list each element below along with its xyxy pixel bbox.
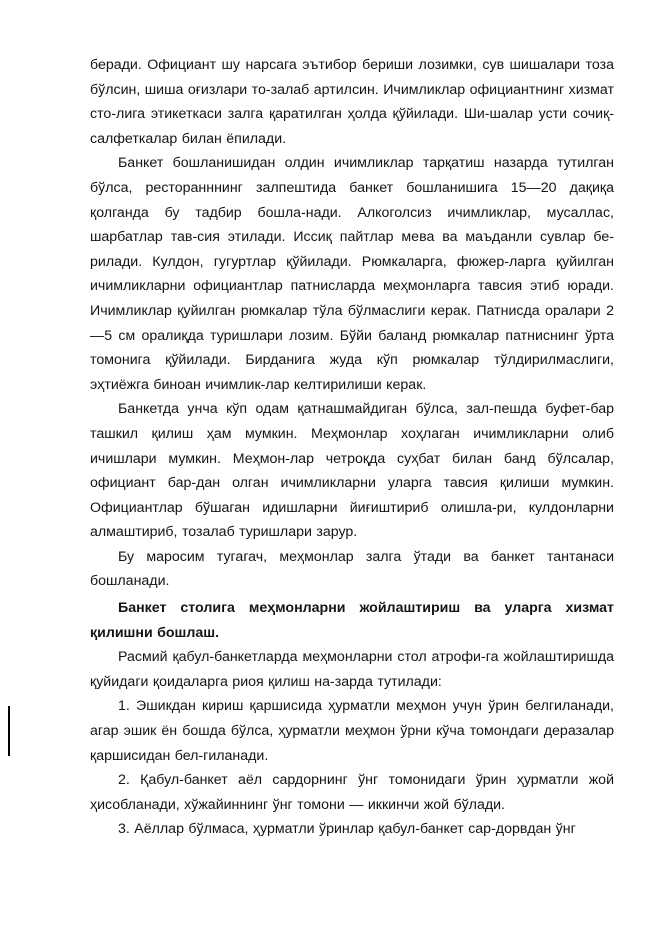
section-heading-seating: Банкет столига меҳмонларни жойлаштириш ва уларга хизмат қилишни бошлаш. xyxy=(90,600,614,641)
margin-rule-line xyxy=(8,706,10,756)
paragraph-buffet-bar: Банкетда унча кўп одам қатнашмайдиган бўлса, зал-пешда буфет-бар ташкил қилиш ҳам мумкин. Меҳмонлар хоҳлаган ичимликларни олиб ичишлари мумкин. Меҳмон-лар четроқда суҳбат билан банд бўлсалар, официант бар-дан олган ичимликларни уларга тавсия қилиши мумкин. Официантлар бўшаган идишларни йиғиштириб олишла-ри, кулдонларни алмаштириб, тозалаб туришлари зарур. xyxy=(90,401,614,541)
list-item-rule-2: 2. Қабул-банкет аёл сардорнинг ўнг томонидаги ўрин ҳурматли жой ҳисобланади, хўжайиннинг ўнг томони — иккинчи жой бўлади. xyxy=(90,772,614,813)
list-item-rule-3: 3. Аёллар бўлмаса, ҳурматли ўринлар қабул-банкет сар-дорвдан ўнг xyxy=(118,821,576,838)
paragraph-serving-drinks: беради. Официант шу нарсага эътибор бериши лозимки, сув шишалари тоза бўлсин, шиша оғизлари то-залаб артилсин. Ичимликлар официантнинг хизмат сто-лига этикеткаси залга қаратилган ҳолда қўйилади. Ши-шалар усти сочиқ-салфеткалар билан ёпилади. xyxy=(90,57,614,147)
paragraph-drinks-before-banquet: Банкет бошланишидан олдин ичимликлар тарқатиш назарда тутилган бўлса, ресторанннинг залпештида банкет бошланишига 15—20 дақиқа қолганда бу тадбир бошла-нади. Алкоголсиз ичимликлар, мусаллас, шарбатлар тав-сия этилади. Иссиқ пайтлар мева ва маъданли сувлар бе-рилади. Кулдон, гугуртлар қўйилади. Рюмкаларга, фюжер-ларга қуйилган ичимликларни официантлар патнисларда меҳмонларга тавсия этиб юради. Ичимликлар қуйилган рюмкалар тўла бўлмаслиги керак. Патнисда оралари 2—5 см оралиқда туришлари лозим. Бўйи баланд рюмкалар патниснинг ўрта томонига қўйилади. Бирданига жуда кўп рюмкалар тўлдирилмаслиги, эҳтиёжга биноан ичимлик-лар келтирилиши керак. xyxy=(90,155,614,393)
list-item-rule-1: 1. Эшикдан кириш қаршисида ҳурматли меҳмон учун ўрин белгиланади, агар эшик ён бошда бўлса, ҳурматли меҳмон ўрни кўча томондаги деразалар қаршисидан бел-гиланади. xyxy=(90,698,614,764)
paragraph-seating-rules-intro: Расмий қабул-банкетларда меҳмонларни стол атрофи-га жойлаштиришда қуйидаги қоидаларга риоя қилиш на-зарда тутилади: xyxy=(90,649,614,690)
paragraph-ceremony-end: Бу маросим тугагач, меҳмонлар залга ўтади ва банкет тантанаси бошланади. xyxy=(90,548,614,590)
document-page xyxy=(90,53,614,842)
